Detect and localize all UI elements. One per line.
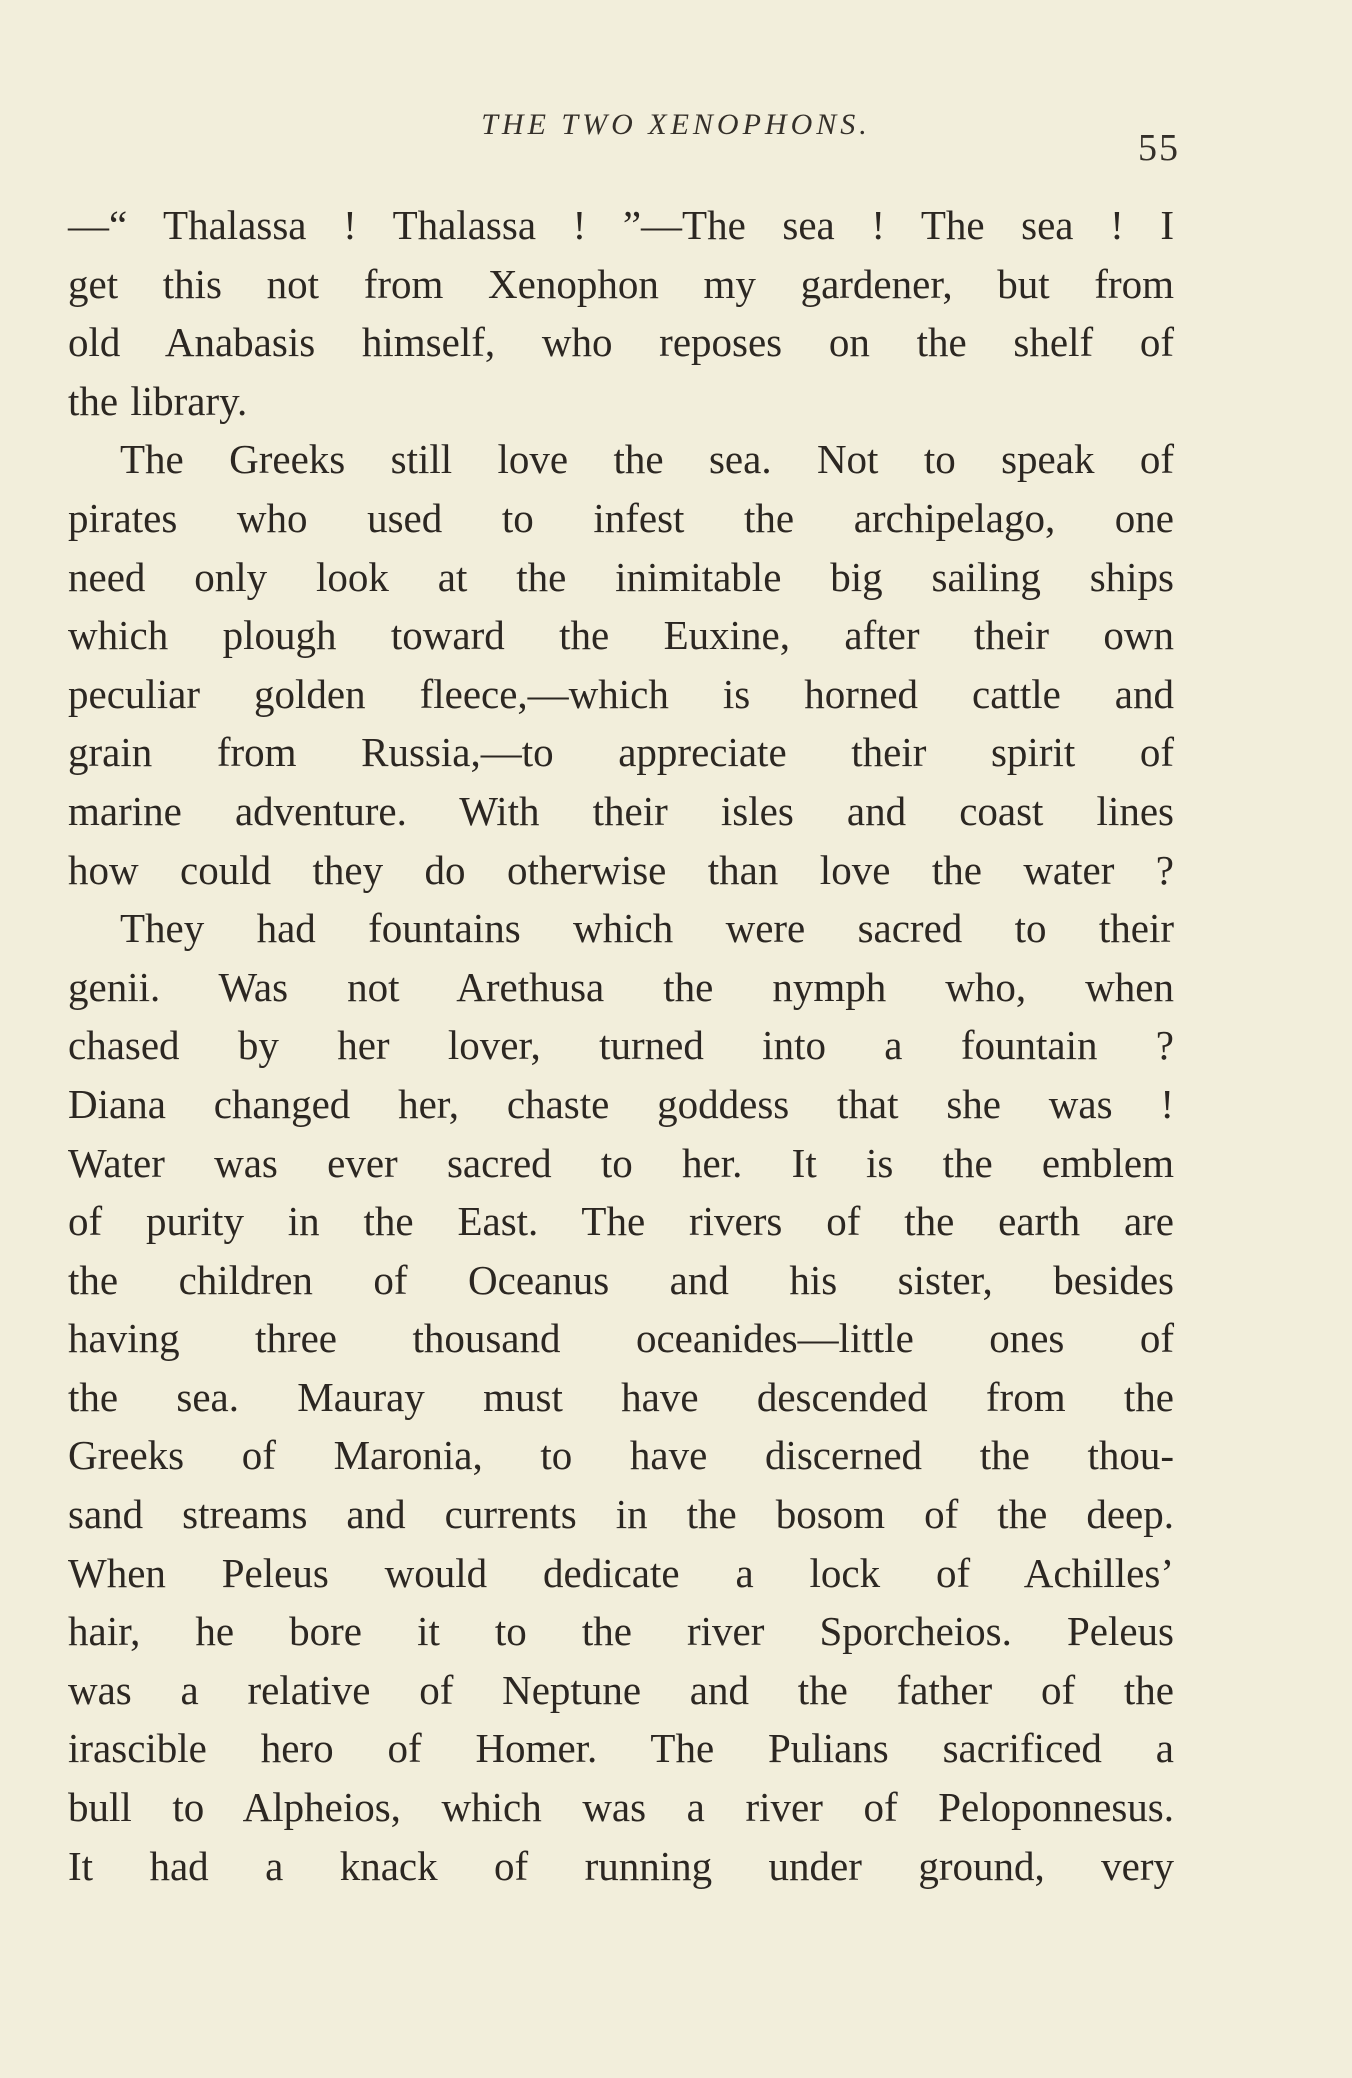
text-line: Water was ever sacred to her. It is the emblem (68, 1139, 1174, 1186)
text-line: get this not from Xenophon my gardener, but from (68, 260, 1174, 307)
text-line: It had a knack of running under ground, very (68, 1842, 1174, 1889)
text-line: Diana changed her, chaste goddess that she was ! (68, 1080, 1174, 1127)
text-line: They had fountains which were sacred to their (120, 905, 1174, 952)
text-line: the sea. Mauray must have descended from the (68, 1373, 1174, 1420)
text-line: need only look at the inimitable big sailing ships (68, 553, 1174, 600)
text-line: The Greeks still love the sea. Not to speak of (120, 436, 1174, 483)
page-number: 55 (1138, 127, 1180, 169)
text-line: genii. Was not Arethusa the nymph who, when (68, 963, 1174, 1010)
text-line: how could they do otherwise than love the water ? (68, 846, 1174, 893)
body-text (68, 196, 1174, 1895)
text-line: marine adventure. With their isles and coast lines (68, 787, 1174, 834)
text-line: irascible hero of Homer. The Pulians sacrificed a (68, 1725, 1174, 1772)
text-line: was a relative of Neptune and the father of the (68, 1666, 1174, 1713)
text-line: —“ Thalassa ! Thalassa ! ”—The sea ! The sea ! I (68, 202, 1174, 248)
text-line: Greeks of Maronia, to have discerned the thou- (68, 1432, 1174, 1479)
text-line: hair, he bore it to the river Sporcheios. Peleus (68, 1608, 1174, 1655)
text-line: sand streams and currents in the bosom of the deep. (68, 1491, 1174, 1538)
text-line: grain from Russia,—to appreciate their spirit of (68, 729, 1174, 776)
text-line: bull to Alpheios, which was a river of Peloponnesus. (68, 1784, 1174, 1831)
text-line: the library. (68, 377, 248, 424)
text-line: having three thousand oceanides—little ones of (68, 1315, 1174, 1362)
running-head: THE TWO XENOPHONS. (481, 108, 871, 141)
text-line: which plough toward the Euxine, after their own (68, 612, 1174, 659)
text-line: When Peleus would dedicate a lock of Achilles’ (68, 1549, 1174, 1596)
text-line: old Anabasis himself, who reposes on the shelf of (68, 319, 1174, 366)
text-line: peculiar golden fleece,—which is horned cattle and (68, 670, 1174, 717)
text-line: of purity in the East. The rivers of the earth are (68, 1198, 1174, 1245)
text-line: pirates who used to infest the archipelago, one (68, 494, 1174, 541)
text-line: chased by her lover, turned into a fountain ? (68, 1022, 1174, 1069)
text-line: the children of Oceanus and his sister, besides (68, 1256, 1174, 1303)
